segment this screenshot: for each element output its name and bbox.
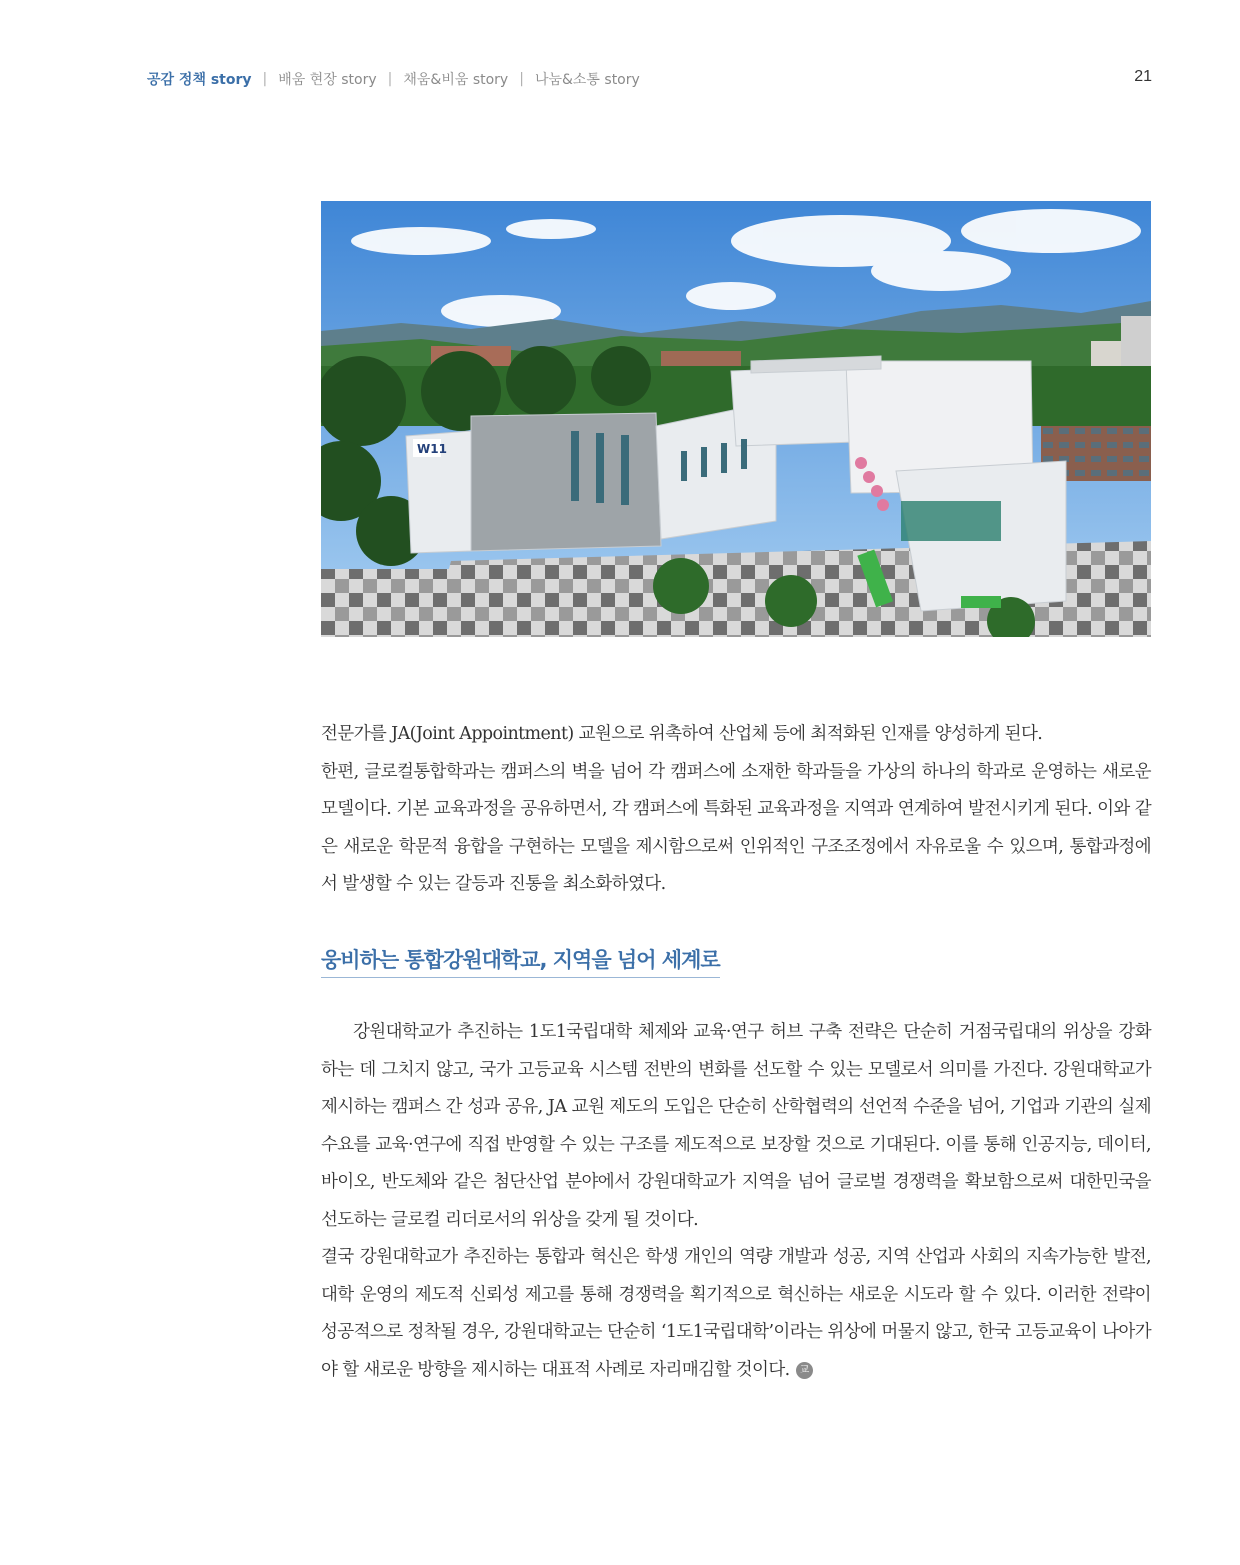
section-paragraph-text: 결국 강원대학교가 추진하는 통합과 혁신은 학생 개인의 역량 개발과 성공, 지역 산업과 사회의 지속가능한 발전, 대학 운영의 제도적 신뢰성 제고를 통해 경쟁력을 획기적으로 혁신하는 새로운 시도라 할 수 있다. 이러한 전략이 성공적으로 정착될 경우, 강원대학교는 단순히 ‘1도1국립대학’이라는 위상에 머물지 않고, 한국 고등교육이 나아가야 할 새로운 방향을 제시하는 대표적 사례로 자리매김할 것이다. xyxy=(321,1247,1151,1380)
nav-separator: | xyxy=(387,71,393,87)
nav-separator: | xyxy=(519,71,524,87)
nav-item-sharing-story[interactable]: 나눔&소통 story xyxy=(534,72,640,88)
building-sign: W11 xyxy=(417,442,447,456)
page-header xyxy=(147,68,1152,90)
section-paragraph: 강원대학교가 추진하는 1도1국립대학 체제와 교육·연구 허브 구축 전략은 단순히 거점국립대의 위상을 강화하는 데 그치지 않고, 국가 고등교육 시스템 전반의 변화를 선도할 수 있는 모델로서 의미를 가진다. 강원대학교가 제시하는 캠퍼스 간 성과 공유, JA 교원 제도의 도입은 단순히 산학협력의 선언적 수준을 넘어, 기업과 기관의 실제 수요를 교육·연구에 직접 반영할 수 있는 구조를 제도적으로 보장할 것으로 기대된다. 이를 통해 인공지능, 데이터, 바이오, 반도체와 같은 첨단산업 분야에서 강원대학교가 지역을 넘어 글로벌 경쟁력을 확보함으로써 대한민국을 선도하는 글로컬 리더로서의 위상을 갖게 될 것이다. xyxy=(321,1022,1151,1230)
section-text xyxy=(321,1014,1151,1389)
intro-paragraph: 전문가를 JA(Joint Appointment) 교원으로 위촉하여 산업체 등에 최적화된 인재를 양성하게 된다. xyxy=(321,724,1043,744)
intro-paragraph: 한편, 글로컬통합학과는 캠퍼스의 벽을 넘어 각 캠퍼스에 소재한 학과들을 가상의 하나의 학과로 운영하는 새로운 모델이다. 기본 교육과정을 공유하면서, 각 캠퍼스에 특화된 교육과정을 지역과 연계하여 발전시키게 된다. 이와 같은 새로운 학문적 융합을 구현하는 모델을 제시함으로써 인위적인 구조조정에서 자유로울 수 있으며, 통합과정에서 발생할 수 있는 갈등과 진통을 최소화하였다. xyxy=(321,761,1151,894)
nav-item-policy-story[interactable]: 공감 정책 story xyxy=(147,72,252,88)
intro-text xyxy=(321,716,1151,904)
end-mark-icon: 교 xyxy=(796,1362,813,1379)
section-paragraph xyxy=(321,1239,1151,1389)
nav-item-fill-empty-story[interactable]: 채움&비움 story xyxy=(403,72,509,88)
section-heading: 웅비하는 통합강원대학교, 지역을 넘어 세계로 xyxy=(321,944,720,978)
nav-item-learning-story[interactable]: 배움 현장 story xyxy=(278,72,377,88)
page-number: 21 xyxy=(1134,68,1152,85)
nav-separator: | xyxy=(262,71,268,87)
campus-photo xyxy=(321,201,1151,637)
